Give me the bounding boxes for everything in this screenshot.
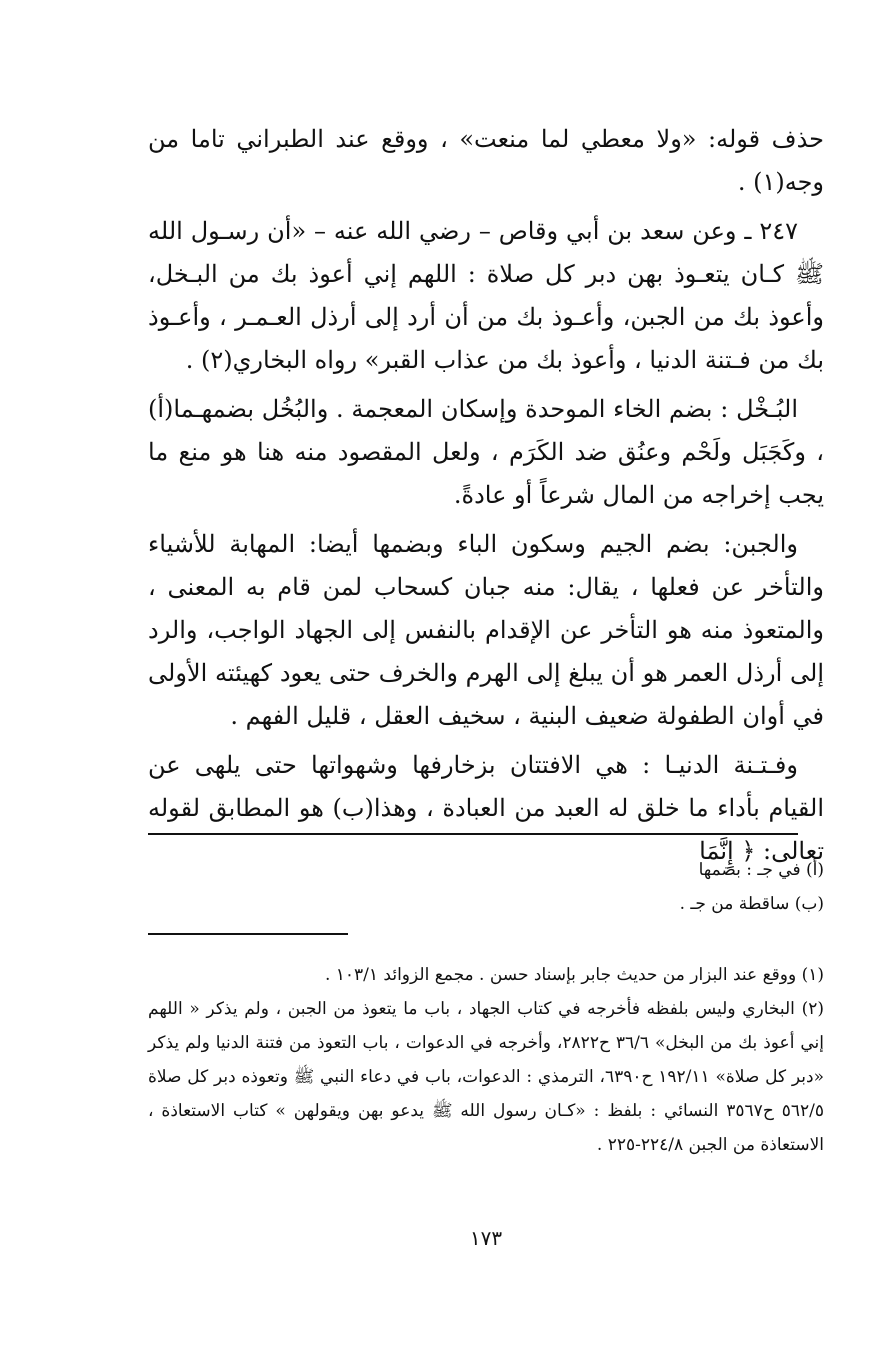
page-number: ١٧٣ — [469, 1226, 503, 1250]
footnote: (٢) البخاري وليس بلفظه فأخرجه في كتاب الجهاد ، باب ما يتعوذ من الجبن ، ولم يذكر « اللهم إني أعوذ بك من البخل» ٣٦/٦ ح٢٨٢٢، وأخرجه في الدعوات ، باب التعوذ من فتنة الدنيا ولم يذكر «دبر كل صلاة» ١٩٢/١١ ح٦٣٩٠، الترمذي : الدعوات، باب في دعاء النبي ﷺ وتعوذه دبر كل صلاة ٥٦٢/٥ ح٣٥٦٧ النسائي : بلفظ : «كـان رسول الله ﷺ يدعو بهن ويقولهن » كتاب الاستعاذة ، الاستعاذة من الجبن ٢٢٤/٨-٢٢٥ . — [148, 999, 825, 1155]
paragraph-jubn: والجبن: بضم الجيم وسكون الباء وبضمها أيضا: المهابة للأشياء والتأخر عن فعلها ، يقال: منه جبان كسحاب لمن قام به المعنى ، والمتعوذ منه هو التأخر عن الإقدام بالنفس إلى الجهاد الواجب، والرد إلى أرذل العمر هو أن يبلغ إلى الهرم والخرف حتى يعود كهيئته الأولى في أوان الطفولة ضعيف البنية ، سخيف العقل ، قليل الفهم . — [148, 530, 824, 730]
footnotes — [148, 958, 824, 1162]
document-page — [148, 118, 824, 1308]
footnote: (١) ووقع عند البزار من حديث جابر بإسناد حسن . مجمع الزوائد ١٠٣/١ . — [324, 965, 824, 985]
variant-note: (أ) في جـ : بضمها — [698, 860, 824, 880]
paragraph-fitnat-dunya: وفـتـنة الدنيـا : هي الافتتان بزخارفها وشهواتها حتى يلهى عن القيام بأداء ما خلق له العبد من العبادة ، وهذا(ب) هو المطابق لقوله تعالى: ﴿ إِنَّمَا — [148, 751, 824, 865]
paragraph-continuation: حذف قوله: «ولا معطي لما منعت» ، ووقع عند الطبراني تاما من وجه(١) . — [148, 125, 824, 196]
variant-notes — [148, 853, 824, 921]
main-text — [148, 118, 824, 879]
paragraph-hadith-247: ٢٤٧ ـ وعن سعد بن أبي وقاص – رضي الله عنه – «أن رسـول الله ﷺ كـان يتعـوذ بهن دبر كل صلاة : اللهم إني أعوذ بك من البـخل، وأعوذ بك من الجبن، وأعـوذ بك من أن أرد إلى أرذل العـمـر ، وأعـوذ بك من فـتنة الدنيا ، وأعوذ بك من عذاب القبر» رواه البخاري(٢) . — [148, 217, 824, 374]
paragraph-bukhl: البُـخْل : بضم الخاء الموحدة وإسكان المعجمة . والبُخُل بضمهـما(أ) ، وكَجَبَل ولَحْم وعنُق ضد الكَرَم ، ولعل المقصود منه هنا هو منع ما يجب إخراجه من المال شرعاً أو عادةً. — [148, 395, 824, 509]
variant-note: (ب) ساقطة من جـ . — [679, 894, 824, 914]
footnote-divider — [148, 933, 348, 935]
footnote-divider-top — [148, 833, 798, 835]
